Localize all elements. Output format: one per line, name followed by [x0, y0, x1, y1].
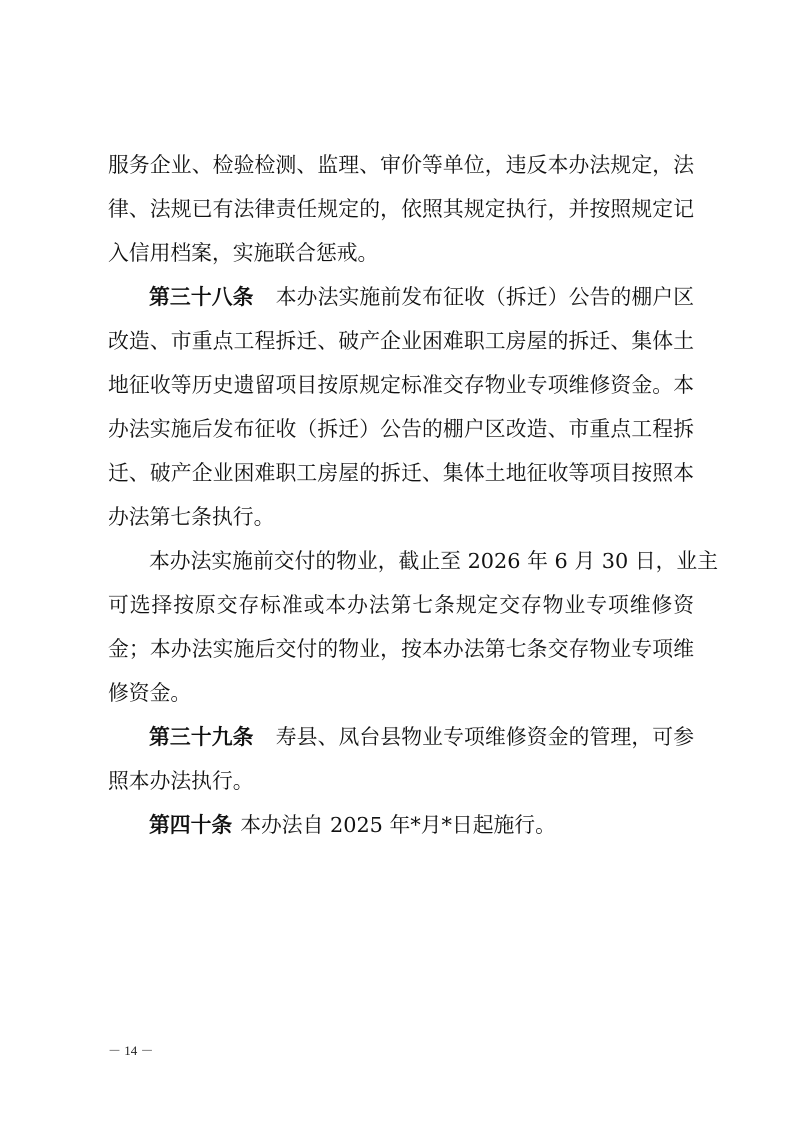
article-40 — [108, 803, 694, 847]
paragraph-continuation — [108, 143, 694, 275]
text-line: 律、法规已有法律责任规定的，依照其规定执行，并按照规定记 — [108, 197, 694, 221]
page-number: － 14 － — [108, 1043, 154, 1058]
paragraph-deadline — [108, 539, 719, 715]
article-39-first-line — [108, 715, 694, 759]
article-39-text: 寿县、凤台县物业专项维修资金的管理，可参 — [275, 725, 695, 749]
article-40-line — [108, 803, 694, 847]
article-38-heading: 第三十八条 — [149, 285, 254, 309]
article-38 — [108, 275, 694, 539]
text-line: 可选择按原交存标准或本办法第七条规定交存物业专项维修资 — [108, 593, 694, 617]
text-line: 服务企业、检验检测、监理、审价等单位，违反本办法规定，法 — [108, 153, 694, 177]
article-39-heading: 第三十九条 — [149, 725, 254, 749]
article-38-first-line — [108, 275, 694, 319]
text-line: 地征收等历史遗留项目按原规定标准交存物业专项维修资金。本 — [108, 373, 694, 397]
text-line: 改造、市重点工程拆迁、破产企业困难职工房屋的拆迁、集体土 — [108, 329, 694, 353]
text-line: 入信用档案，实施联合惩戒。 — [108, 241, 379, 265]
text-line: 本办法实施前交付的物业，截止至 2026 年 6 月 30 日，业主 — [149, 549, 719, 573]
article-39 — [108, 715, 694, 803]
text-line: 照本办法执行。 — [108, 769, 254, 793]
text-line: 办法实施后发布征收（拆迁）公告的棚户区改造、市重点工程拆 — [108, 417, 694, 441]
article-40-text: 本办法自 2025 年*月*日起施行。 — [240, 813, 556, 837]
article-38-text: 本办法实施前发布征收（拆迁）公告的棚户区 — [275, 285, 695, 309]
text-line: 迁、破产企业困难职工房屋的拆迁、集体土地征收等项目按照本 — [108, 461, 694, 485]
text-line: 金；本办法实施后交付的物业，按本办法第七条交存物业专项维 — [108, 637, 694, 661]
article-40-heading: 第四十条 — [149, 813, 233, 837]
document-page — [108, 143, 719, 847]
text-line: 修资金。 — [108, 681, 192, 705]
text-line: 办法第七条执行。 — [108, 505, 275, 529]
